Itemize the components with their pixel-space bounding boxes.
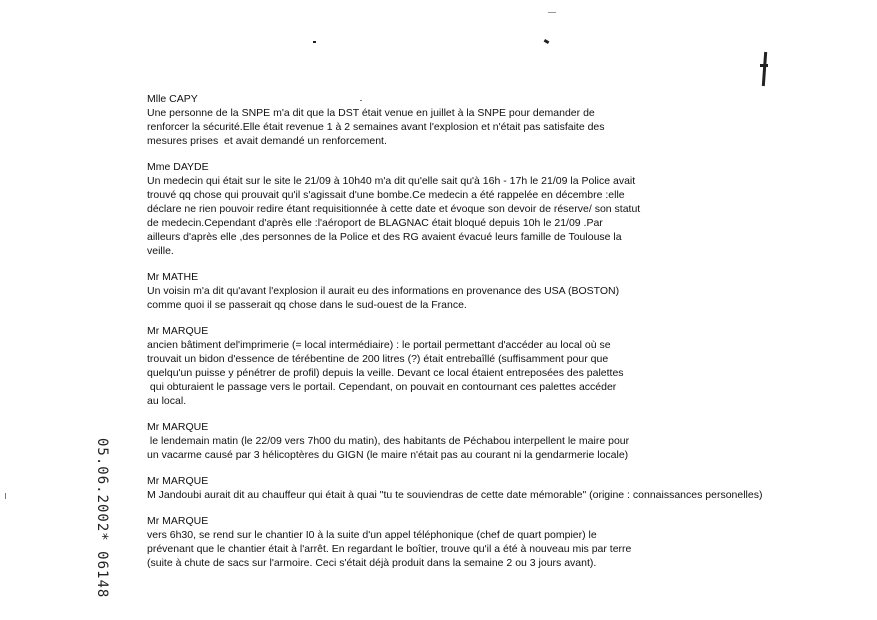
stamp-star: * [94,532,110,542]
speaker-name: Mme DAYDE [147,161,209,173]
testimony-section [147,514,847,570]
testimony-line: (suite à chute de sacs sur l'armoire. Ceci s'était déjà produit dans la semaine 2 ou 3 jours avant). [147,557,597,569]
date-stamp [84,438,114,598]
testimony-line: trouvait un bidon d'essence de térébentine de 200 litres (?) était entrebaîllé (suffisamment pour que [147,353,609,365]
speaker-name: Mlle CAPY [147,93,198,105]
speaker-name: Mr MARQUE [147,475,209,487]
testimony-line: un vacarme causé par 3 hélicoptères du GIGN (le maire n'était pas au courant ni la gendarmerie locale) [147,449,629,461]
testimony-notes [147,92,847,582]
testimony-section [147,270,847,312]
testimony-line: Un voisin m'a dit qu'avant l'explosion il aurait eu des informations en provenance des USA (BOSTON) [147,285,620,297]
testimony-line: au local. [147,395,187,407]
testimony-line: ancien bâtiment del'imprimerie (= local intermédiaire) : le portail permettant d'accéder au local où se [147,339,611,351]
stamp-number: 06148 [94,551,110,599]
testimony-line: qui obturaient le passage vers le portail. Cependant, on pouvait en contournant ces palettes accéder [147,381,617,393]
stamp-text [94,438,110,598]
handwritten-mark [760,52,768,86]
testimony-line: ailleurs d'après elle ,des personnes de la Police et des RG avaient évacué leurs famille de Toulouse la [147,231,622,243]
testimony-line: trouvé qq chose qui prouvait qu'il s'agissait d'une bombe.Ce medecin a été rappelée en décembre :elle [147,189,625,201]
testimony-line: de medecin.Cependant d'après elle :l'aéroport de BLAGNAC était bloqué depuis 10h le 21/09 .Par [147,217,603,229]
testimony-line: Un medecin qui était sur le site le 21/09 à 10h40 m'a dit qu'elle sait qu'à 16h - 17h le 21/09 la Police avait [147,175,636,187]
testimony-line: déclare ne rien pouvoir redire étant requisitionnée à cette date et évoque son devoir de réserve/ son statut [147,203,641,215]
testimony-section [147,160,847,258]
testimony-line: veille. [147,245,174,257]
testimony-section [147,324,847,408]
speaker-name: Mr MARQUE [147,325,209,337]
speaker-name: Mr MATHE [147,271,199,283]
testimony-line: quelqu'un puisse y pénétrer de profil) depuis la veille. Devant ce local étaient entreposées des palettes [147,367,624,379]
speaker-name: Mr MARQUE [147,515,209,527]
testimony-line: M Jandoubi aurait dit au chauffeur qui était à quai "tu te souviendras de cette date mémorable" (origine : connaissances personelles) [147,489,763,501]
scan-speck [548,12,556,13]
scan-speck [544,39,550,44]
scan-speck [5,493,6,499]
testimony-line: Une personne de la SNPE m'a dit que la DST était venue en juillet à la SNPE pour demander de [147,107,595,119]
testimony-section [147,92,847,148]
testimony-line: mesures prises et avait demandé un renforcement. [147,135,387,147]
testimony-line: vers 6h30, se rend sur le chantier I0 à la suite d'un appel téléphonique (chef de quart pompier) le [147,529,597,541]
testimony-line: le lendemain matin (le 22/09 vers 7h00 du matin), des habitants de Péchabou interpellent le maire pour [147,435,630,447]
testimony-line: renforcer la sécurité.Elle était revenue 1 à 2 semaines avant l'explosion et n'était pas satisfaite des [147,121,605,133]
testimony-section [147,420,847,462]
testimony-line: comme quoi il se passerait qq chose dans le sud-ouest de la France. [147,299,467,311]
stamp-date: 05.06.2002 [94,438,110,533]
testimony-line: prévenant que le chantier était à l'arrêt. En regardant le boîtier, trouve qu'il a été à nouveau mis par terre [147,543,632,555]
scan-speck [313,41,316,43]
speaker-name: Mr MARQUE [147,421,209,433]
testimony-section [147,474,847,502]
